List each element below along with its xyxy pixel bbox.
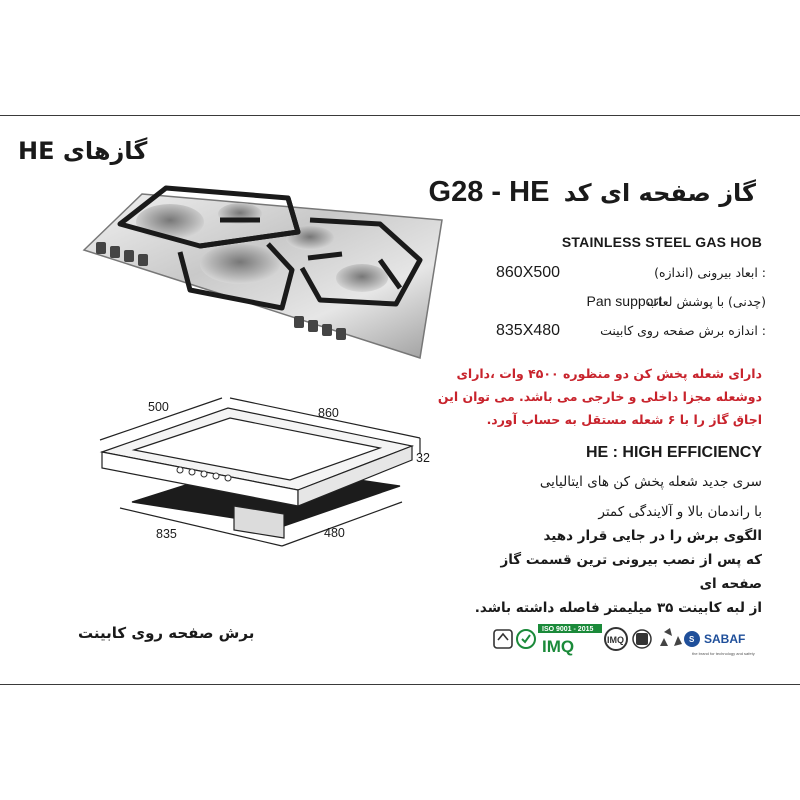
sabaf-logo: [684, 631, 755, 656]
feature-line: دوشعله مجزا داخلی و خارجی می باشد. می توان این: [437, 389, 762, 404]
bottom-divider: [0, 684, 800, 685]
product-type: STAINLESS STEEL GAS HOB: [561, 234, 762, 250]
efficiency-description: [462, 500, 762, 620]
cut-dimensions-value: 835X480: [496, 322, 561, 339]
gas-hob-photo: [80, 180, 460, 360]
dim-cut-width: 835: [156, 527, 177, 541]
pan-support-label-en: Pan support: [586, 293, 662, 309]
dim-width: 860: [318, 406, 339, 420]
burner: [336, 264, 388, 292]
burner: [200, 244, 280, 284]
dim-height: 32: [416, 451, 430, 465]
recycle-box-icon: [494, 630, 512, 648]
efficiency-line: که پس از نصب بیرونی ترین قسمت گاز صفحه ای: [500, 552, 762, 592]
model-title: [429, 176, 756, 209]
burner: [286, 226, 334, 250]
burner: [136, 204, 204, 240]
efficiency-line: الگوی برش را در جایی قرار دهید: [543, 528, 762, 544]
iso-imq-badge: [517, 624, 602, 656]
outer-dimensions-value: 860X500: [496, 264, 561, 281]
feature-line: دارای شعله پخش کن دو منظوره ۴۵۰۰ وات ،دارای: [456, 366, 762, 381]
model-code: G28 - HE: [428, 176, 550, 208]
series-title: گازهای HE: [18, 137, 148, 165]
svg-text:S: S: [689, 635, 695, 644]
efficiency-heading: HE : HIGH EFFICIENCY: [585, 444, 762, 461]
svg-text:the brand for technology and s: the brand for technology and safety: [692, 651, 755, 656]
outer-dimensions-label: : ابعاد بیرونی (اندازه): [654, 265, 766, 280]
svg-text:SABAF: SABAF: [704, 632, 746, 646]
recycle-icon: [660, 628, 682, 646]
cut-caption: برش صفحه روی کابینت: [78, 624, 255, 642]
dim-depth: 500: [148, 400, 169, 414]
dimension-diagram: [94, 390, 454, 570]
efficiency-line: سری جدید شعله پخش کن های ایتالیایی: [539, 474, 762, 490]
feature-description-red: [432, 362, 762, 431]
svg-text:ISO 9001 - 2015: ISO 9001 - 2015: [542, 626, 594, 633]
svg-text:IMQ: IMQ: [607, 635, 624, 645]
efficiency-line: با راندمان بالا و آلایندگی کمتر: [598, 504, 762, 520]
certification-logos: [492, 620, 758, 658]
cut-dimensions-label: : اندازه برش صفحه روی کابینت: [600, 323, 766, 338]
quality-circle-icon: [605, 628, 627, 650]
pan-support-label-fa: (چدنی) با پوشش لعاب: [647, 294, 766, 309]
spec-outer-dimensions: [496, 264, 766, 286]
feature-line: اجاق گاز را با ۶ شعله مستقل به حساب آورد.: [486, 412, 762, 427]
model-title-label: گاز صفحه ای کد: [563, 179, 756, 207]
gas-cert-icon: [633, 630, 651, 648]
dim-cut-depth: 480: [324, 526, 345, 540]
top-divider: [0, 115, 800, 116]
efficiency-line: از لبه کابینت ۳۵ میلیمتر فاصله داشته باشد.: [474, 600, 762, 616]
spec-pan-support: [496, 292, 766, 314]
svg-text:IMQ: IMQ: [542, 637, 575, 656]
spec-cut-dimensions: [496, 322, 766, 344]
